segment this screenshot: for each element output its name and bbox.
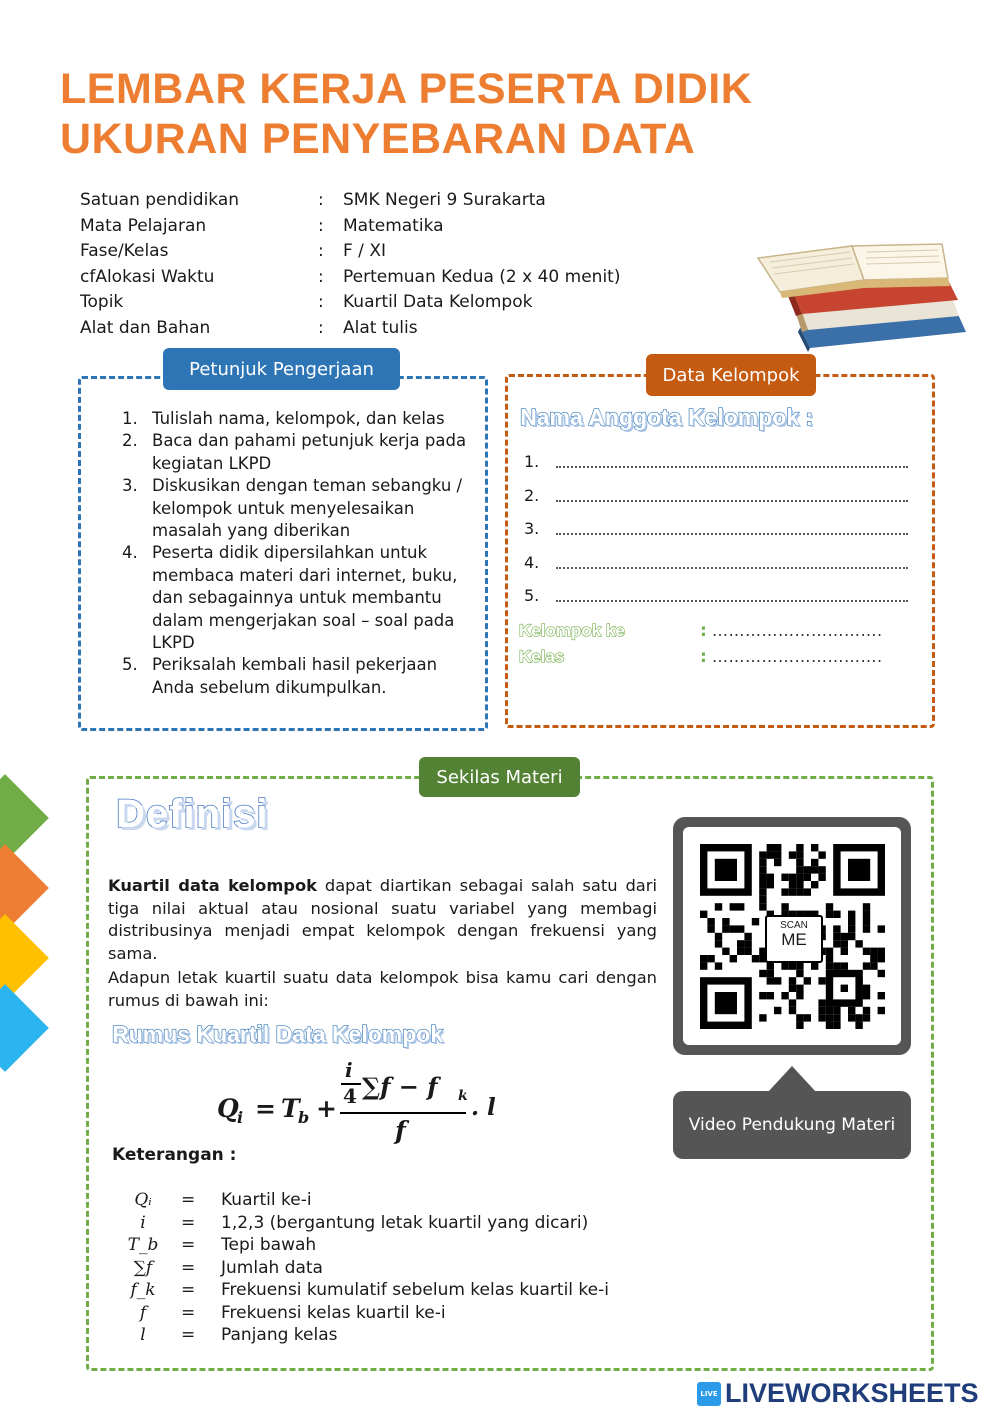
info-value: SMK Negeri 9 Surakarta <box>343 190 546 210</box>
keterangan-row <box>118 1213 638 1235</box>
kuartil-formula <box>215 1058 515 1158</box>
keterangan-row <box>118 1280 638 1302</box>
step-number: 1. <box>122 409 138 428</box>
step-text: Baca dan pahami petunjuk kerja pada kegiatan LKPD <box>152 431 467 473</box>
petunjuk-title: Petunjuk Pengerjaan <box>163 348 400 390</box>
member-number: 4. <box>524 552 540 572</box>
qr-module <box>826 911 833 918</box>
info-label: cfAlokasi Waktu <box>80 266 215 287</box>
qr-module <box>863 948 870 955</box>
qr-module <box>774 844 781 851</box>
rumus-intro: Adapun letak kuartil suatu data kelompok bisa kamu cari dengan rumus di bawah ini: <box>108 968 657 1010</box>
info-row-topik <box>80 292 640 318</box>
qr-module <box>774 977 781 984</box>
formula-four: 4 <box>343 1084 357 1108</box>
qr-module <box>818 866 825 873</box>
title-line-1: LEMBAR KERJA PESERTA DIDIK <box>60 65 753 113</box>
qr-module <box>818 1007 825 1014</box>
qr-module <box>744 948 751 955</box>
qr-module <box>848 859 870 881</box>
keterangan-equals: = <box>181 1280 196 1300</box>
info-value: Pertemuan Kedua (2 x 40 menit) <box>343 266 621 287</box>
qr-module <box>796 844 803 851</box>
qr-module <box>841 962 848 969</box>
qr-module <box>855 1022 862 1029</box>
kelas-blank[interactable]: …………………………. <box>712 647 883 666</box>
step-number: 4. <box>122 543 138 563</box>
member-name-blank[interactable] <box>556 466 908 468</box>
scan-text: SCAN <box>780 920 808 931</box>
qr-module <box>848 918 855 925</box>
main-fraction-bar <box>340 1112 466 1114</box>
qr-module <box>759 851 766 858</box>
info-label: Fase/Kelas <box>80 241 169 262</box>
qr-module <box>759 881 766 888</box>
qr-module <box>863 903 870 910</box>
keterangan-symbol: Qᵢ <box>134 1190 152 1210</box>
kelompok-blank[interactable]: …………………………. <box>712 621 883 640</box>
qr-module <box>796 859 803 866</box>
step-text: Diskusikan dengan teman sebangku / kelompok untuk menyelesaikan masalah yang diberikan <box>152 476 463 541</box>
qr-module <box>796 985 803 992</box>
formula-tail: . l <box>471 1094 496 1121</box>
qr-module <box>796 1022 803 1029</box>
step-text: Tulislah nama, kelompok, dan kelas <box>152 409 445 428</box>
info-value: F / XI <box>343 241 386 262</box>
member-number: 1. <box>524 452 540 471</box>
qr-module <box>796 970 803 977</box>
qr-module <box>707 918 714 925</box>
qr-module <box>818 1014 825 1021</box>
qr-module <box>796 874 803 881</box>
qr-module <box>878 992 885 999</box>
qr-module <box>722 948 729 955</box>
qr-module <box>767 881 774 888</box>
step-number: 5. <box>122 655 138 675</box>
member-row <box>524 452 924 476</box>
member-number: 2. <box>524 485 540 505</box>
qr-module <box>826 962 833 969</box>
scan-me-label <box>765 915 823 963</box>
info-value: Kuartil Data Kelompok <box>343 292 533 313</box>
member-number: 5. <box>524 586 540 605</box>
keterangan-equals: = <box>181 1302 196 1323</box>
qr-module <box>841 948 848 955</box>
member-row <box>524 519 924 543</box>
petunjuk-steps <box>115 408 475 699</box>
keterangan-equals: = <box>181 1257 196 1278</box>
qr-module <box>789 985 796 992</box>
qr-module <box>759 970 766 977</box>
definisi-heading: Definisi <box>116 792 269 836</box>
qr-module <box>818 851 825 858</box>
qr-module <box>863 962 870 969</box>
qr-module <box>811 866 818 873</box>
qr-module <box>789 881 796 888</box>
keterangan-row <box>118 1325 638 1347</box>
qr-module <box>715 992 737 1014</box>
qr-module <box>730 955 737 962</box>
keterangan-symbol: ∑f <box>133 1257 153 1278</box>
qr-module <box>796 962 803 969</box>
formula-denominator: f <box>395 1116 406 1145</box>
qr-module <box>774 859 781 866</box>
formula-fk-sub: k <box>458 1088 468 1104</box>
definisi-paragraph <box>108 875 657 965</box>
formula-t: T <box>281 1094 300 1123</box>
qr-module <box>833 962 840 969</box>
qr-module <box>707 925 714 932</box>
qr-module <box>759 992 766 999</box>
qr-module <box>833 911 840 918</box>
member-name-blank[interactable] <box>556 533 908 535</box>
qr-module <box>744 933 751 940</box>
qr-module <box>855 1014 862 1021</box>
info-label: Mata Pelajaran <box>80 215 207 236</box>
qr-module <box>870 955 877 962</box>
qr-module <box>789 1007 796 1014</box>
qr-module <box>767 977 774 984</box>
qr-module <box>796 866 803 873</box>
member-name-blank[interactable] <box>556 500 908 502</box>
info-row-fase <box>80 241 640 267</box>
qr-module <box>878 948 885 955</box>
info-label: Alat dan Bahan <box>80 318 211 338</box>
qr-module <box>759 888 766 895</box>
qr-module <box>759 874 766 881</box>
qr-module <box>789 888 796 895</box>
qr-module <box>759 859 766 866</box>
info-row-alat <box>80 318 640 344</box>
nama-anggota-heading: Nama Anggota Kelompok : <box>520 404 814 430</box>
step-number: 2. <box>122 431 138 451</box>
qr-module <box>804 874 811 881</box>
keterangan-symbol: f <box>139 1302 147 1323</box>
info-row-alokasi <box>80 267 640 293</box>
qr-module <box>767 874 774 881</box>
info-value: Matematika <box>343 215 444 236</box>
step-item <box>115 654 475 699</box>
qr-module <box>826 1022 833 1029</box>
qr-module <box>818 874 825 881</box>
logo-badge: LIVE <box>697 1382 721 1406</box>
qr-module <box>722 918 729 925</box>
info-value: Alat tulis <box>343 318 418 338</box>
qr-module <box>841 940 848 947</box>
qr-module <box>774 1007 781 1014</box>
qr-code[interactable] <box>683 827 901 1045</box>
qr-module <box>781 903 788 910</box>
qr-module <box>870 962 877 969</box>
keterangan-desc: Jumlah data <box>221 1257 323 1278</box>
info-label: Satuan pendidikan <box>80 190 240 210</box>
qr-module <box>804 977 811 984</box>
qr-module <box>759 1014 766 1021</box>
qr-module <box>789 962 796 969</box>
formula-q-sub: i <box>237 1108 244 1127</box>
qr-module <box>811 844 818 851</box>
title-line-2: UKURAN PENYEBARAN DATA <box>60 115 696 163</box>
keterangan-title: Keterangan : <box>112 1145 237 1165</box>
books-illustration <box>752 236 974 354</box>
qr-module <box>870 948 877 955</box>
qr-module <box>781 874 788 881</box>
logo-text: LIVEWORKSHEETS <box>725 1378 979 1408</box>
keterangan-desc: Panjang kelas <box>221 1325 338 1345</box>
qr-module <box>833 1014 840 1021</box>
kelas-colon: : <box>700 647 707 667</box>
step-item <box>115 408 475 430</box>
qr-module <box>811 881 818 888</box>
qr-module <box>700 911 707 918</box>
qr-module <box>730 925 737 932</box>
keterangan-row <box>118 1235 638 1257</box>
qr-module <box>722 925 729 932</box>
member-row <box>524 486 924 510</box>
qr-module <box>737 948 744 955</box>
info-colon: : <box>318 241 324 262</box>
qr-module <box>811 859 818 866</box>
qr-module <box>841 985 848 992</box>
qr-module <box>715 859 737 881</box>
qr-module <box>700 962 707 969</box>
qr-module <box>752 918 759 925</box>
data-kelompok-title: Data Kelompok <box>646 354 816 396</box>
keterangan-symbol: f_k <box>130 1280 156 1300</box>
qr-module <box>863 1014 870 1021</box>
keterangan-desc: Frekuensi kumulatif sebelum kelas kuartil ke-i <box>221 1280 609 1300</box>
qr-module <box>737 903 744 910</box>
kelompok-label: Kelompok ke <box>519 621 625 640</box>
keterangan-desc: 1,2,3 (bergantung letak kuartil yang dicari) <box>221 1212 589 1233</box>
keterangan-equals: = <box>181 1325 196 1345</box>
qr-module <box>848 925 855 932</box>
qr-module <box>833 940 840 947</box>
member-row <box>524 586 924 610</box>
qr-module <box>863 918 870 925</box>
qr-module <box>848 911 855 918</box>
qr-module <box>707 955 714 962</box>
info-row-satuan <box>80 190 640 216</box>
formula-q: Q <box>217 1094 239 1123</box>
qr-module <box>833 933 840 940</box>
qr-module <box>818 977 825 984</box>
page-title <box>60 64 860 164</box>
step-number: 3. <box>122 476 138 496</box>
step-item <box>115 430 475 475</box>
keterangan-desc: Tepi bawah <box>221 1235 317 1255</box>
keterangan-row <box>118 1190 638 1212</box>
qr-module <box>767 844 774 851</box>
qr-module <box>863 925 870 932</box>
keterangan-row <box>118 1303 638 1325</box>
qr-module <box>796 1014 803 1021</box>
member-row <box>524 553 924 577</box>
qr-module <box>715 903 722 910</box>
keterangan-desc: Kuartil ke-i <box>221 1190 312 1210</box>
materi-title: Sekilas Materi <box>419 757 580 797</box>
qr-module <box>744 940 751 947</box>
info-colon: : <box>318 318 324 338</box>
qr-module <box>826 1007 833 1014</box>
qr-module <box>767 992 774 999</box>
qr-module <box>752 955 759 962</box>
info-colon: : <box>318 266 324 287</box>
qr-module <box>878 1007 885 1014</box>
video-pointer <box>768 1066 816 1092</box>
qr-module <box>796 851 803 858</box>
qr-module <box>781 888 788 895</box>
decor-diamond-blue <box>0 984 49 1072</box>
qr-module <box>841 933 848 940</box>
me-text: ME <box>781 930 807 949</box>
qr-module <box>796 888 803 895</box>
keterangan-equals: = <box>181 1212 196 1233</box>
qr-module <box>781 962 788 969</box>
formula-sum-expr: ∑f − f <box>362 1072 438 1101</box>
kelas-label: Kelas <box>519 647 565 666</box>
qr-module <box>833 925 840 932</box>
qr-module <box>737 940 744 947</box>
qr-module <box>767 851 774 858</box>
qr-module <box>730 903 737 910</box>
qr-module <box>759 866 766 873</box>
definisi-text: dapat diartikan sebagai salah satu dari tiga nilai aktual atau nosional suatu variabel yang membagi distribusinya menjadi empat kelompok dengan frekuensi yang sama. <box>108 876 657 963</box>
qr-module <box>863 1007 870 1014</box>
qr-module <box>863 911 870 918</box>
qr-module <box>848 1014 855 1021</box>
qr-module <box>863 985 870 992</box>
qr-module <box>848 1007 855 1014</box>
rumus-heading: Rumus Kuartil Data Kelompok <box>112 1021 443 1047</box>
info-row-mapel <box>80 216 640 242</box>
info-colon: : <box>318 292 324 313</box>
info-label: Topik <box>80 292 124 313</box>
qr-module <box>789 999 796 1006</box>
definisi-term: Kuartil data kelompok <box>108 876 317 895</box>
formula-t-sub: b <box>298 1108 310 1127</box>
member-name-blank[interactable] <box>556 567 908 569</box>
qr-module <box>804 866 811 873</box>
qr-module <box>759 903 766 910</box>
qr-module <box>767 970 774 977</box>
qr-module <box>833 1007 840 1014</box>
qr-module <box>700 955 707 962</box>
keterangan-row <box>118 1258 638 1280</box>
qr-module <box>715 962 722 969</box>
qr-module <box>878 955 885 962</box>
formula-plus: + <box>316 1094 337 1123</box>
qr-module <box>759 896 766 903</box>
qr-module <box>781 992 788 999</box>
qr-module <box>789 874 796 881</box>
qr-module <box>796 881 803 888</box>
qr-module <box>855 940 862 947</box>
qr-card[interactable] <box>673 817 911 1055</box>
qr-module <box>878 970 885 977</box>
qr-module <box>818 999 825 1006</box>
qr-module <box>811 962 818 969</box>
video-pendukung-button[interactable]: Video Pendukung Materi <box>673 1091 911 1159</box>
qr-module <box>737 925 744 932</box>
qr-module <box>789 851 796 858</box>
qr-module <box>863 992 870 999</box>
qr-module <box>878 925 885 932</box>
keterangan-equals: = <box>181 1235 196 1255</box>
info-colon: : <box>318 215 324 236</box>
keterangan-symbol: i <box>140 1212 146 1233</box>
kelompok-colon: : <box>700 621 707 641</box>
qr-module <box>826 955 833 962</box>
formula-i: i <box>345 1058 353 1082</box>
step-text: Periksalah kembali hasil pekerjaan Anda sebelum dikumpulkan. <box>152 655 438 697</box>
member-name-blank[interactable] <box>556 600 908 602</box>
keterangan-desc: Frekuensi kelas kuartil ke-i <box>221 1302 446 1323</box>
qr-module <box>826 948 833 955</box>
step-item <box>115 542 475 654</box>
keterangan-equals: = <box>181 1190 196 1210</box>
keterangan-symbol: l <box>140 1325 146 1345</box>
qr-module <box>767 962 774 969</box>
step-text: Peserta didik dipersilahkan untuk membaca materi dari internet, buku, dan sebagainnya untuk membantu dalam mengerjakan soal – soal pada LKPD <box>152 543 458 653</box>
qr-module <box>774 851 781 858</box>
qr-module <box>715 940 722 947</box>
qr-module <box>826 1014 833 1021</box>
qr-module <box>804 1014 811 1021</box>
qr-module <box>833 1022 840 1029</box>
info-colon: : <box>318 190 324 210</box>
keterangan-symbol: T_b <box>127 1235 159 1255</box>
qr-module <box>796 992 803 999</box>
member-number: 3. <box>524 519 540 538</box>
qr-module <box>826 903 833 910</box>
qr-module <box>789 977 796 984</box>
qr-module <box>848 933 855 940</box>
qr-module <box>804 888 811 895</box>
qr-module <box>715 933 722 940</box>
step-item <box>115 475 475 542</box>
formula-equals: = <box>255 1094 276 1123</box>
